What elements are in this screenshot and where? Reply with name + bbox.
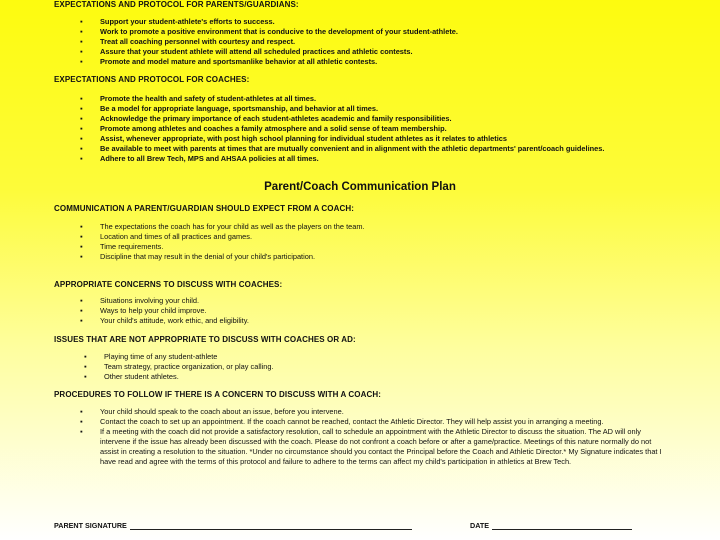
list-item: ▪ Your child should speak to the coach about an issue, before you intervene. — [80, 407, 344, 416]
list-item: ▪ If a meeting with the coach did not provide a satisfactory resolution, call to schedule an appointment with the Athletic Director to discuss the situation. The AD will only intervene if the issue has already been discussed with the coach. Please do not confront a coach before or after a game/practice. Meetings of this nature normally do not assist in creating a resolution to the situation. *Under no circumstance should you contact the Principal before the Coach and Athletic Director.* My Signature indicates that I have read and agree with the terms of this protocol and failure to adhere to the terms can affect my child's participation in athletics at Brew Tech. — [80, 427, 662, 466]
bullet-icon: ▪ — [80, 427, 83, 436]
list-item: ▪ Contact the coach to set up an appointment. If the coach cannot be reached, contact the Athletic Director. They will help assist you in arranging a meeting. — [80, 417, 604, 426]
procedures-heading: PROCEDURES TO FOLLOW IF THERE IS A CONCERN TO DISCUSS WITH A COACH: — [54, 390, 382, 399]
list-item: ▪ Assist, whenever appropriate, with post high school planning for individual student athletes as it relates to athletics — [80, 134, 507, 143]
bullet-icon: ▪ — [80, 232, 83, 241]
bullet-icon: ▪ — [80, 316, 83, 325]
list-item: ▪ Promote among athletes and coaches a family atmosphere and a solid sense of team membership. — [80, 124, 447, 133]
list-item: ▪ Promote the health and safety of student-athletes at all times. — [80, 94, 317, 103]
bullet-icon: ▪ — [80, 17, 83, 26]
parent-signature-line[interactable] — [130, 521, 412, 530]
bullet-icon: ▪ — [80, 407, 83, 416]
parents-list — [80, 17, 458, 67]
list-item: ▪ Be a model for appropriate language, sportsmanship, and behavior at all times. — [80, 104, 379, 113]
not-appropriate-heading: ISSUES THAT ARE NOT APPROPRIATE TO DISCUSS WITH COACHES OR AD: — [54, 335, 356, 344]
bullet-icon: ▪ — [80, 27, 83, 36]
bullet-icon: ▪ — [80, 417, 83, 426]
bullet-icon: ▪ — [80, 134, 83, 143]
appropriate-heading: APPROPRIATE CONCERNS TO DISCUSS WITH COACHES: — [54, 280, 283, 289]
bullet-icon: ▪ — [80, 114, 83, 123]
list-item: ▪ Your child's attitude, work ethic, and eligibility. — [80, 316, 249, 325]
appropriate-list — [80, 296, 249, 326]
bullet-icon: ▪ — [84, 362, 87, 371]
list-item: ▪ Location and times of all practices and games. — [80, 232, 253, 241]
coaches-list — [80, 94, 620, 164]
bullet-icon: ▪ — [80, 154, 83, 163]
bullet-icon: ▪ — [80, 296, 83, 305]
list-item: ▪ Promote and model mature and sportsmanlike behavior at all athletic contests. — [80, 57, 378, 66]
list-item: ▪ Ways to help your child improve. — [80, 306, 207, 315]
bullet-icon: ▪ — [84, 372, 87, 381]
parents-heading: EXPECTATIONS AND PROTOCOL FOR PARENTS/GUARDIANS: — [54, 0, 299, 9]
bullet-icon: ▪ — [80, 124, 83, 133]
list-item: ▪ Time requirements. — [80, 242, 164, 251]
list-item: ▪ Treat all coaching personnel with courtesy and respect. — [80, 37, 296, 46]
list-item: ▪ Playing time of any student-athlete — [84, 352, 218, 361]
parent-signature-row — [54, 521, 412, 530]
list-item: ▪ Be available to meet with parents at times that are mutually convenient and in alignment with the athletic departments' parent/coach guidelines. — [80, 144, 605, 153]
expect-list — [80, 222, 365, 262]
list-item: ▪ Team strategy, practice organization, or play calling. — [84, 362, 274, 371]
list-item: ▪ Acknowledge the primary importance of each student-athletes academic and family responsibilities. — [80, 114, 452, 123]
bullet-icon: ▪ — [84, 352, 87, 361]
bullet-icon: ▪ — [80, 222, 83, 231]
date-line[interactable] — [492, 521, 632, 530]
not-appropriate-list — [84, 352, 274, 382]
procedures-list — [80, 407, 670, 467]
list-item: ▪ Discipline that may result in the denial of your child's participation. — [80, 252, 316, 261]
list-item: ▪ Situations involving your child. — [80, 296, 200, 305]
bullet-icon: ▪ — [80, 57, 83, 66]
date-label: DATE — [470, 521, 490, 530]
bullet-icon: ▪ — [80, 47, 83, 56]
bullet-icon: ▪ — [80, 242, 83, 251]
bullet-icon: ▪ — [80, 37, 83, 46]
date-row — [470, 521, 632, 530]
plan-title: Parent/Coach Communication Plan — [264, 181, 456, 193]
list-item: ▪ The expectations the coach has for your child as well as the players on the team. — [80, 222, 365, 231]
bullet-icon: ▪ — [80, 104, 83, 113]
list-item: ▪ Work to promote a positive environment that is conducive to the development of your student-athlete. — [80, 27, 458, 36]
bullet-icon: ▪ — [80, 306, 83, 315]
bullet-icon: ▪ — [80, 94, 83, 103]
bullet-icon: ▪ — [80, 252, 83, 261]
list-item: ▪ Adhere to all Brew Tech, MPS and AHSAA policies at all times. — [80, 154, 319, 163]
list-item: ▪ Other student athletes. — [84, 372, 179, 381]
coaches-heading: EXPECTATIONS AND PROTOCOL FOR COACHES: — [54, 75, 250, 84]
list-item: ▪ Assure that your student athlete will attend all scheduled practices and athletic contests. — [80, 47, 413, 56]
parent-signature-label: PARENT SIGNATURE — [54, 521, 127, 530]
expect-heading: COMMUNICATION A PARENT/GUARDIAN SHOULD EXPECT FROM A COACH: — [54, 204, 354, 213]
list-item: ▪ Support your student-athlete's efforts to success. — [80, 17, 275, 26]
bullet-icon: ▪ — [80, 144, 83, 153]
